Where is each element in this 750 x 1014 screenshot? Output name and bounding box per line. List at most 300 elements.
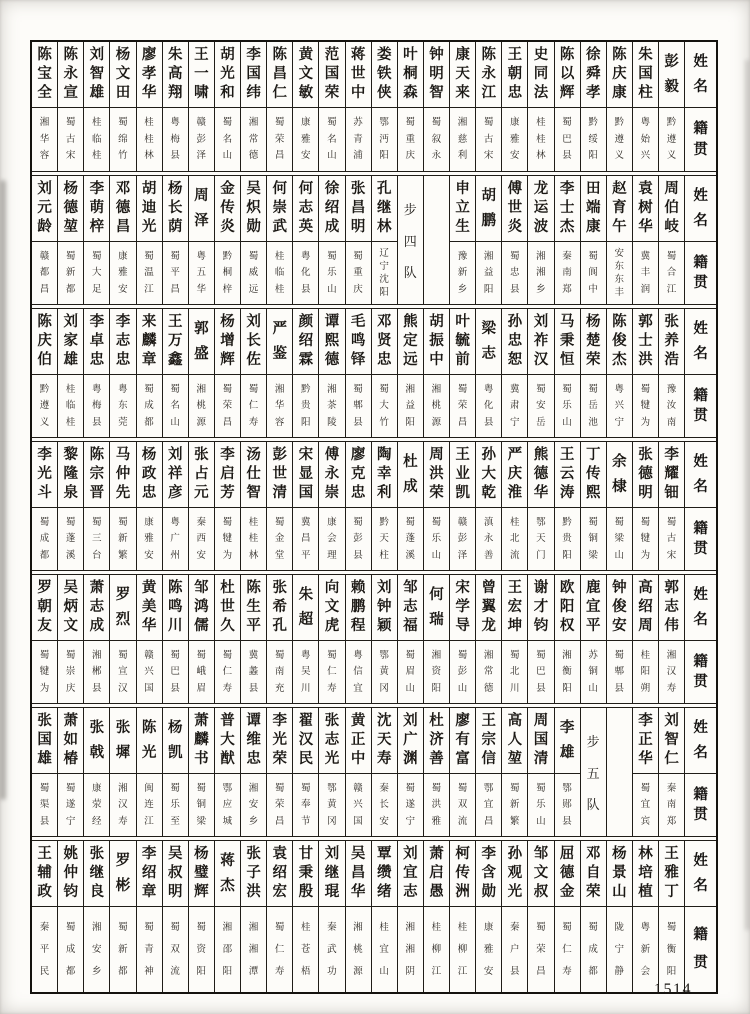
name-cell: 郭 盛 [189, 309, 214, 375]
origin-cell: 蜀 新 繁 [118, 516, 128, 561]
roster-column [32, 708, 58, 836]
origin-cell: 蜀 乐 山 [562, 383, 572, 428]
roster-column [607, 442, 633, 570]
origin-cell: 桂 宜 山 [379, 921, 389, 977]
roster-column [267, 841, 293, 992]
name-cell: 陈 生 平 [241, 575, 266, 641]
name-cell: 廖 孝 华 [137, 42, 162, 108]
origin-cell: 黔 遵 义 [666, 117, 677, 162]
origin-cell: 蜀 蓬 溪 [405, 516, 416, 561]
roster-column [633, 42, 659, 171]
origin-cell: 蜀 遂 宁 [405, 782, 416, 827]
roster-column [319, 841, 345, 992]
origin-cell: 粤 梅 县 [170, 117, 180, 162]
roster-column [137, 841, 163, 992]
origin-cell: 湘 慈 利 [457, 117, 468, 162]
name-cell: 邹 文 叔 [528, 841, 553, 907]
name-cell: 郭 士 洪 [633, 309, 658, 375]
origin-cell: 蜀 成 都 [144, 383, 154, 428]
name-cell: 向 文 虎 [319, 575, 344, 641]
origin-cell: 蜀 名 山 [327, 117, 337, 162]
roster-column [555, 708, 581, 836]
roster-column [58, 841, 84, 992]
origin-cell: 康 雅 安 [510, 117, 520, 162]
name-cell: 张 占 元 [189, 442, 214, 508]
roster-column [450, 841, 476, 992]
origin-cell: 豫 汝 南 [666, 383, 677, 428]
roster-column [607, 575, 633, 703]
roster-column [267, 575, 293, 703]
roster-column [528, 42, 554, 171]
roster-column [293, 42, 319, 171]
name-cell: 黄 正 中 [346, 708, 371, 774]
roster-column [633, 708, 659, 836]
origin-cell: 蜀 荣 昌 [274, 117, 285, 162]
scan-edge-smudge-left [0, 180, 6, 800]
name-cell: 李 含 勋 [476, 841, 501, 907]
name-cell: 邓 贤 忠 [372, 309, 397, 375]
name-cell: 屈 德 金 [555, 841, 580, 907]
roster-column [581, 708, 607, 836]
roster-column [633, 575, 659, 703]
origin-cell: 蜀 古 宋 [666, 516, 677, 561]
name-cell: 刘 长 佐 [241, 309, 266, 375]
roster-column [476, 575, 502, 703]
roster-column [659, 708, 685, 836]
roster-column [424, 309, 450, 437]
roster-column [137, 575, 163, 703]
header-origin-label: 籍 贯 [693, 520, 708, 557]
roster-column [32, 575, 58, 703]
origin-cell: 湘 湘 乡 [536, 250, 546, 295]
name-cell: 张 希 孔 [267, 575, 292, 641]
name-cell: 杨 长 荫 [163, 176, 188, 242]
name-cell: 申 立 生 [450, 176, 475, 242]
name-cell: 李 光 斗 [32, 442, 57, 508]
name-cell: 吴 昌 华 [346, 841, 371, 907]
name-cell: 吴 炳 文 [58, 575, 83, 641]
roster-column [555, 575, 581, 703]
header-origin-label: 籍 贯 [693, 387, 708, 424]
origin-cell: 鄂 黄 冈 [379, 649, 389, 694]
roster-column [267, 42, 293, 171]
roster-column [189, 708, 215, 836]
origin-cell: 桂 桂 林 [536, 117, 546, 162]
origin-cell: 蜀 遂 宁 [65, 782, 76, 827]
origin-cell: 鄂 天 门 [536, 516, 546, 561]
origin-cell: 蜀 威 远 [248, 250, 259, 295]
origin-cell: 桂 阳 朔 [640, 649, 651, 694]
roster-column [110, 42, 136, 171]
band-header-column [685, 42, 716, 171]
roster-column [293, 575, 319, 703]
roster-column [398, 708, 424, 836]
roster-column [346, 42, 372, 171]
roster-column [189, 309, 215, 437]
name-cell: 赵 育 午 [607, 176, 632, 242]
roster-column [58, 708, 84, 836]
name-cell: 梁 志 [476, 309, 501, 375]
origin-cell: 闽 连 江 [144, 782, 154, 827]
roster-column [84, 841, 110, 992]
origin-cell: 蜀 乐 山 [327, 250, 337, 295]
name-cell: 甘 秉 殷 [293, 841, 318, 907]
origin-cell: 蜀 荣 昌 [274, 782, 285, 827]
name-cell: 李 光 荣 [267, 708, 292, 774]
roster-column [319, 42, 345, 171]
origin-cell: 蜀 乐 山 [536, 782, 546, 827]
roster-column [398, 442, 424, 570]
name-cell: 杜 成 [398, 442, 423, 508]
name-cell: 邓 德 昌 [110, 176, 135, 242]
roster-column [163, 708, 189, 836]
roster-column [502, 575, 528, 703]
origin-cell: 蜀 彭 县 [353, 516, 363, 561]
origin-cell: 湘 桃 源 [431, 383, 442, 428]
name-cell: 叶 桐 森 [398, 42, 423, 108]
origin-cell: 湘 湘 阴 [405, 921, 416, 977]
roster-column [215, 708, 241, 836]
band-header-column [685, 309, 716, 437]
scan-edge-smudge-right [745, 60, 750, 930]
origin-cell: 蜀 犍 为 [640, 516, 651, 561]
roster-column [58, 575, 84, 703]
origin-cell: 黔 桐 梓 [222, 250, 233, 295]
roster-column [581, 42, 607, 171]
roster-column [58, 176, 84, 304]
origin-cell: 桂 柳 江 [431, 921, 442, 977]
name-cell: 刘 元 龄 [32, 176, 57, 242]
roster-column [659, 841, 685, 992]
origin-cell: 蜀 古 宋 [483, 117, 494, 162]
name-cell: 严 庆 淮 [502, 442, 527, 508]
origin-cell: 苏 青 浦 [353, 117, 363, 162]
roster-column [372, 309, 398, 437]
origin-cell: 湘 常 德 [483, 649, 494, 694]
name-cell: 李 士 杰 [555, 176, 580, 242]
origin-cell: 蜀 温 江 [144, 250, 154, 295]
roster-column [215, 575, 241, 703]
name-cell: 罗 烈 [110, 575, 135, 641]
name-cell: 张 墀 [110, 708, 135, 774]
roster-column [528, 841, 554, 992]
roster-column [241, 42, 267, 171]
origin-cell: 蜀 合 江 [666, 250, 677, 295]
origin-cell: 蜀 荣 昌 [222, 383, 233, 428]
origin-cell: 秦 平 民 [39, 921, 50, 977]
name-cell: 刘 家 雄 [58, 309, 83, 375]
origin-cell: 蜀 重 庆 [353, 250, 363, 295]
name-cell: 郭 志 伟 [659, 575, 684, 641]
roster-column [528, 176, 554, 304]
origin-cell: 粤 东 莞 [118, 383, 128, 428]
name-cell: 刘 祥 彦 [163, 442, 188, 508]
origin-cell: 湘 汉 寿 [666, 649, 677, 694]
origin-cell: 桂 北 流 [510, 516, 520, 561]
roster-column [476, 309, 502, 437]
origin-cell: 安 东 东 丰 [614, 247, 625, 298]
name-cell: 邹 志 福 [398, 575, 423, 641]
origin-cell: 桂 临 桂 [92, 117, 102, 162]
roster-column [137, 442, 163, 570]
name-cell: 李 启 芳 [215, 442, 240, 508]
origin-cell: 陇 宁 静 [614, 921, 625, 977]
roster-column [633, 442, 659, 570]
roster-column [32, 442, 58, 570]
origin-cell: 赣 兴 国 [353, 782, 363, 827]
name-cell: 陈 永 江 [476, 42, 501, 108]
roster-column [267, 708, 293, 836]
roster-column [633, 309, 659, 437]
origin-cell: 蜀 郫 县 [353, 383, 363, 428]
name-cell: 徐 绍 成 [319, 176, 344, 242]
band-header-column [685, 176, 716, 304]
origin-cell: 粤 信 宜 [353, 649, 363, 694]
origin-cell: 蜀 洪 雅 [431, 782, 442, 827]
name-cell: 傅 永 崇 [319, 442, 344, 508]
origin-cell: 蜀 新 都 [65, 250, 76, 295]
name-cell: 陈 鸣 川 [163, 575, 188, 641]
roster-column [110, 841, 136, 992]
name-cell: 朱 超 [293, 575, 318, 641]
origin-cell: 粤 梅 县 [92, 383, 102, 428]
origin-cell: 蜀 仁 寿 [222, 649, 233, 694]
origin-cell: 蜀 铜 梁 [588, 516, 598, 561]
origin-cell: 蜀 成 都 [39, 516, 50, 561]
origin-cell: 桂 桂 林 [144, 117, 154, 162]
origin-cell: 赣 都 昌 [39, 250, 50, 295]
roster-column [528, 575, 554, 703]
origin-cell: 赣 彭 泽 [196, 117, 207, 162]
name-cell: 张 德 明 [633, 442, 658, 508]
name-cell: 娄 铁 侠 [372, 42, 397, 108]
name-cell: 张 养 浩 [659, 309, 684, 375]
origin-cell: 蜀 崇 庆 [65, 649, 76, 694]
origin-cell: 粤 新 会 [640, 921, 651, 977]
roster-column [659, 575, 685, 703]
name-cell: 杨 增 辉 [215, 309, 240, 375]
name-cell: 张 戟 [84, 708, 109, 774]
origin-cell: 蜀 仁 寿 [562, 921, 572, 977]
roster-column [189, 42, 215, 171]
name-cell: 刘 智 雄 [84, 42, 109, 108]
name-cell: 李 绍 章 [137, 841, 162, 907]
roster-column [581, 841, 607, 992]
origin-cell: 桂 苍 梧 [301, 921, 311, 977]
name-cell: 杨 景 山 [607, 841, 632, 907]
roster-column [502, 42, 528, 171]
roster-column [137, 309, 163, 437]
origin-cell: 蜀 梁 山 [614, 516, 625, 561]
origin-cell: 蜀 青 神 [144, 921, 154, 977]
roster-column [424, 575, 450, 703]
name-cell: 欧 阳 权 [555, 575, 580, 641]
origin-cell: 冀 蠡 县 [248, 649, 259, 694]
origin-cell: 苏 铜 山 [588, 649, 598, 694]
header-name-label: 姓 名 [685, 708, 716, 774]
origin-cell: 蜀 重 庆 [405, 117, 416, 162]
header-name-label: 姓 名 [685, 309, 716, 375]
origin-cell: 蜀 岳 池 [588, 383, 598, 428]
roster-column [241, 575, 267, 703]
name-cell: 彭 毅 [659, 42, 684, 108]
header-name-label: 姓 名 [685, 42, 716, 108]
origin-cell: 蜀 绵 竹 [118, 117, 128, 162]
origin-cell: 蜀 铜 梁 [196, 782, 207, 827]
roster-column [215, 309, 241, 437]
origin-cell: 蜀 犍 为 [39, 649, 50, 694]
name-cell: 孙 观 光 [502, 841, 527, 907]
name-cell: 颜 绍 霖 [293, 309, 318, 375]
origin-cell: 赣 彭 泽 [457, 516, 468, 561]
roster-column [502, 708, 528, 836]
name-cell: 熊 定 远 [398, 309, 423, 375]
roster-column [659, 309, 685, 437]
roster-column [450, 42, 476, 171]
name-cell: 陈 俊 杰 [607, 309, 632, 375]
header-name-label: 姓 名 [685, 575, 716, 641]
origin-cell: 蜀 名 山 [222, 117, 233, 162]
origin-cell: 蜀 名 山 [170, 383, 180, 428]
origin-cell: 蜀 仁 寿 [327, 649, 337, 694]
roster-column [346, 841, 372, 992]
origin-cell: 湘 汉 寿 [118, 782, 128, 827]
roster-column [398, 309, 424, 437]
roster-column [424, 42, 450, 171]
origin-cell: 湘 安 乡 [92, 921, 102, 977]
origin-cell: 黔 贵 阳 [562, 516, 572, 561]
name-cell: 刘 祚 汉 [528, 309, 553, 375]
name-cell: 王 雅 丁 [659, 841, 684, 907]
origin-cell: 粤 吴 川 [301, 649, 311, 694]
origin-cell: 黔 绥 阳 [588, 117, 598, 162]
name-cell: 杜 济 善 [424, 708, 449, 774]
name-cell: 王 业 凯 [450, 442, 475, 508]
name-cell: 王 一 啸 [189, 42, 214, 108]
name-cell: 宋 学 导 [450, 575, 475, 641]
origin-cell: 康 雅 安 [144, 516, 154, 561]
name-cell: 张 志 光 [319, 708, 344, 774]
origin-cell: 湘 桃 源 [196, 383, 207, 428]
roster-column [215, 42, 241, 171]
header-origin-label: 籍 贯 [693, 786, 708, 823]
name-cell: 杨 政 忠 [137, 442, 162, 508]
roster-column [241, 176, 267, 304]
name-cell: 朱 高 翔 [163, 42, 188, 108]
roster-column [241, 708, 267, 836]
name-cell: 钟 俊 安 [607, 575, 632, 641]
origin-cell: 蜀 峨 眉 [196, 649, 207, 694]
name-cell: 谢 才 钧 [528, 575, 553, 641]
origin-cell: 蜀 新 都 [118, 921, 128, 977]
origin-cell: 蜀 三 台 [92, 516, 102, 561]
empty-cell [424, 176, 449, 304]
origin-cell: 蜀 彭 山 [457, 649, 468, 694]
name-cell: 张 子 洪 [241, 841, 266, 907]
name-cell: 邓 自 荣 [581, 841, 606, 907]
name-cell: 沈 天 寿 [372, 708, 397, 774]
roster-column [476, 442, 502, 570]
roster-column [398, 575, 424, 703]
roster-column [528, 442, 554, 570]
roster-column [372, 442, 398, 570]
origin-cell: 冀 丰 润 [640, 250, 651, 295]
name-cell: 王 朝 忠 [502, 42, 527, 108]
origin-cell: 黔 天 柱 [379, 516, 389, 561]
roster-column [502, 309, 528, 437]
band-header-column [685, 442, 716, 570]
name-cell: 孙 忠 恕 [502, 309, 527, 375]
origin-cell: 湘 茶 陵 [327, 383, 337, 428]
roster-column [502, 442, 528, 570]
roster-column [581, 309, 607, 437]
name-cell: 张 继 良 [84, 841, 109, 907]
roster-column [659, 442, 685, 570]
origin-cell: 蜀 平 昌 [170, 250, 180, 295]
roster-column [110, 176, 136, 304]
name-cell: 熊 德 华 [528, 442, 553, 508]
origin-cell: 蜀 古 宋 [65, 117, 76, 162]
roster-column [476, 42, 502, 171]
roster-column [189, 176, 215, 304]
roster-column [346, 575, 372, 703]
roster-column [58, 309, 84, 437]
origin-cell: 蜀 蓬 溪 [65, 516, 76, 561]
roster-band [32, 840, 716, 992]
roster-column [372, 176, 398, 304]
name-cell: 罗 朝 友 [32, 575, 57, 641]
band-header-column [685, 575, 716, 703]
roster-column [528, 309, 554, 437]
empty-cell [607, 708, 632, 836]
roster-column [450, 442, 476, 570]
origin-cell: 蜀 乐 至 [170, 782, 180, 827]
name-cell: 李 卓 忠 [84, 309, 109, 375]
name-cell: 李 正 华 [633, 708, 658, 774]
roster-column [163, 176, 189, 304]
origin-cell: 桂 临 桂 [274, 250, 285, 295]
roster-column [267, 442, 293, 570]
roster-column [502, 176, 528, 304]
name-cell: 张 国 雄 [32, 708, 57, 774]
origin-cell: 蜀 荣 昌 [536, 921, 546, 977]
origin-cell: 蜀 大 足 [92, 250, 102, 295]
roster-column [555, 309, 581, 437]
roster-column [607, 841, 633, 992]
origin-cell: 蜀 巴 县 [562, 117, 572, 162]
origin-cell: 蜀 资 阳 [196, 921, 207, 977]
origin-cell: 鄂 黄 冈 [327, 782, 337, 827]
name-cell: 高 人 堃 [502, 708, 527, 774]
name-cell: 刘 钟 颖 [372, 575, 397, 641]
name-cell: 丁 传 熙 [581, 442, 606, 508]
name-cell: 陈 以 辉 [555, 42, 580, 108]
name-cell: 姚 仲 钧 [58, 841, 83, 907]
name-cell: 刘 智 仁 [659, 708, 684, 774]
name-cell: 刘 宜 志 [398, 841, 423, 907]
roster-column [424, 708, 450, 836]
name-cell: 宋 显 国 [293, 442, 318, 508]
name-cell: 蒋 世 中 [346, 42, 371, 108]
roster-column [346, 708, 372, 836]
roster-column [372, 575, 398, 703]
name-cell: 王 辅 政 [32, 841, 57, 907]
roster-column [319, 442, 345, 570]
roster-column [555, 176, 581, 304]
header-origin-label: 籍 贯 [693, 653, 708, 690]
roster-column [476, 841, 502, 992]
name-cell: 周 泽 [189, 176, 214, 242]
